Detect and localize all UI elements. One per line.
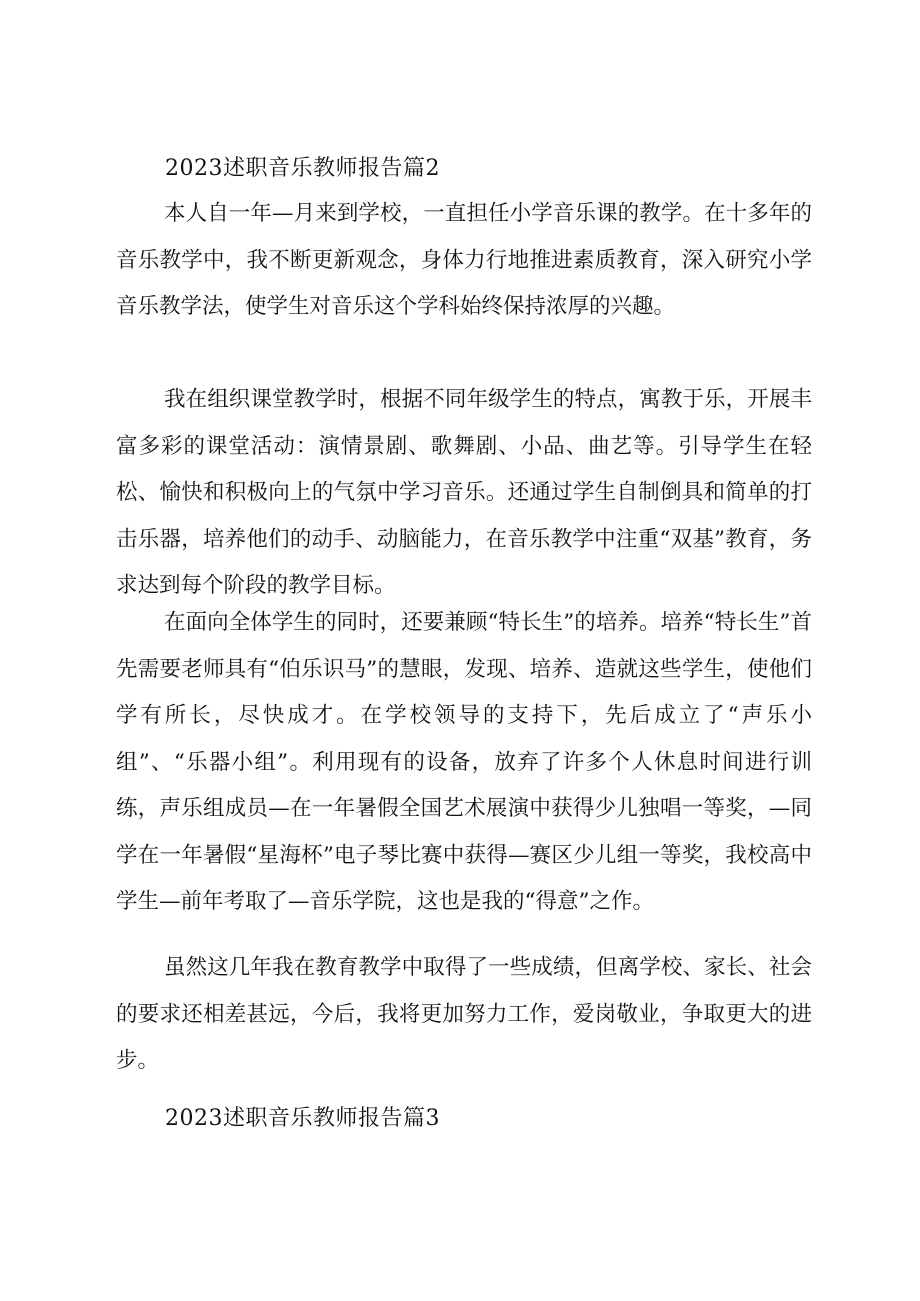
paragraph-3: 在面向全体学生的同时，还要兼顾“特长生”的培养。培养“特长生”首先需要老师具有“伯乐识马”的慧眼，发现、培养、造就这些学生，使他们学有所长，尽快成才。在学校领导的支持下，先后成立了“声乐小组”、“乐器小组”。利用现有的设备，放弃了许多个人休息时间进行训练，声乐组成员—在一年暑假全国艺术展演中获得少儿独唱一等奖，—同学在一年暑假“星海杯”电子琴比赛中获得—赛区少儿组一等奖，我校高中学生—前年考取了—音乐学院，这也是我的“得意”之作。 [116,610,812,914]
paragraph-1: 本人自一年—月来到学校，一直担任小学音乐课的教学。在十多年的音乐教学中，我不断更新观念，身体力行地推进素质教育，深入研究小学音乐教学法，使学生对音乐这个学科始终保持浓厚的兴趣。 [116,201,812,319]
section-heading-2: 2023述职音乐教师报告篇2 [165,156,440,181]
paragraph-4: 虽然这几年我在教育教学中取得了一些成绩，但离学校、家长、社会的要求还相差甚远，今后，我将更加努力工作，爱岗敬业，争取更大的进步。 [116,955,812,1073]
section-heading-3: 2023述职音乐教师报告篇3 [165,1106,440,1131]
paragraph-2: 我在组织课堂教学时，根据不同年级学生的特点，寓教于乐，开展丰富多彩的课堂活动：演情景剧、歌舞剧、小品、曲艺等。引导学生在轻松、愉快和积极向上的气氛中学习音乐。还通过学生自制倒具和简单的打击乐器，培养他们的动手、动脑能力，在音乐教学中注重“双基”教育，务求达到每个阶段的教学目标。 [116,387,812,598]
